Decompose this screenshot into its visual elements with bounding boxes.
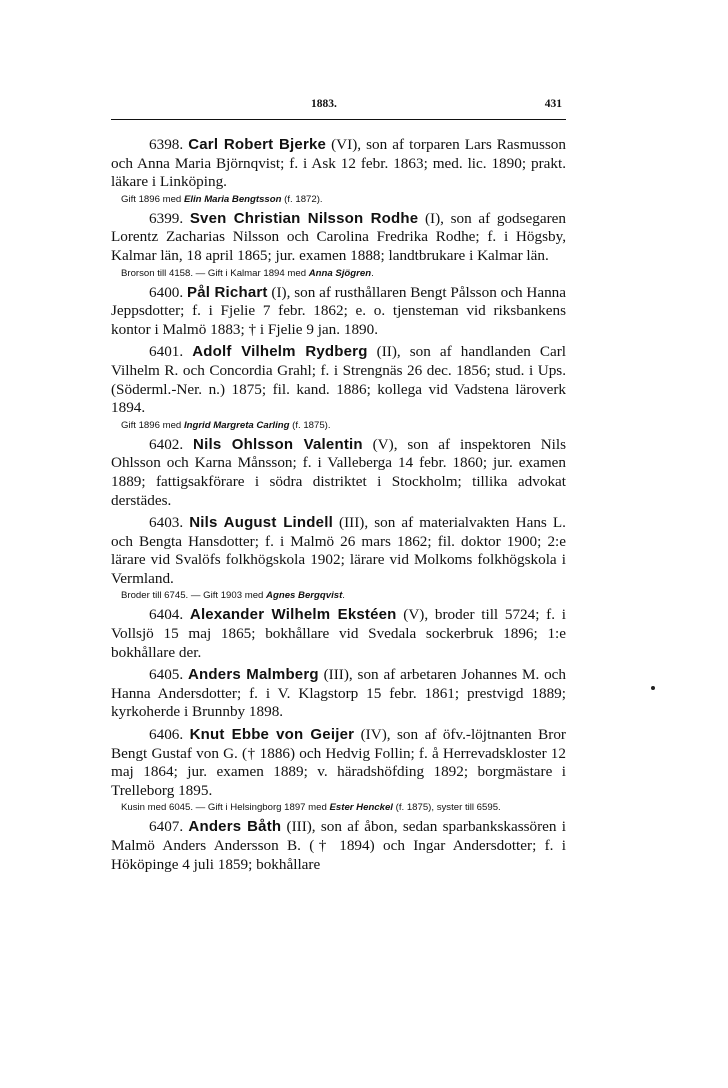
person-name: Sven Christian Nilsson Rodhe: [189, 209, 419, 227]
entry-body: (II), son af handlanden Carl Vilhelm R. och Concordia Grahl; f. i Strengnäs 26 dec. 1856; stud. i Ups. (Söderml.-Ner. n.) 1875; fil. kand. 1886; kollega vid Vadstena läroverk 1894.: [111, 343, 567, 417]
page: [111, 98, 566, 878]
header-year: 1883.: [311, 98, 337, 110]
entry-number: 6406.: [149, 726, 184, 744]
entry: [111, 514, 566, 602]
entry-number: 6404.: [149, 606, 184, 624]
person-name: Adolf Vilhelm Rydberg: [192, 343, 368, 361]
entry-number: 6405.: [149, 666, 184, 684]
entry-text: [111, 136, 566, 192]
entry-text: [111, 726, 566, 800]
person-name: Anders Båth: [188, 818, 282, 836]
note-prefix: Broder till 6745. — Gift 1903 med: [121, 590, 267, 602]
spouse-name: Anna Sjögren: [308, 267, 372, 279]
entry-text: [111, 666, 566, 722]
entry-body: (IV), son af öfv.-löjtnanten Bror Bengt Gustaf von G. († 1886) och Hedvig Follin; f. å Herrevadskloster 12 maj 1864; jur. examen 1889; v. häradshöfding 1892; borgmästare i Trelleborg 1895.: [111, 726, 566, 799]
entry: [111, 343, 566, 431]
entry-body: (VI), son af torparen Lars Rasmusson och Anna Maria Björnqvist; f. i Ask 12 febr. 1863; med. lic. 1890; prakt. läkare i Linköping.: [111, 136, 566, 191]
entry-body: (III), son af åbon, sedan sparbankskassören i Malmö Anders Andersson B. († 1894) och Ingar Andersdotter; f. i Hököpinge 4 juli 1859; bokhållare: [111, 818, 566, 873]
spouse-name: Agnes Bergqvist: [266, 590, 343, 602]
page-header: [111, 98, 566, 110]
header-rule: [111, 119, 566, 120]
person-name: Nils August Lindell: [189, 514, 333, 532]
entry-note: [111, 801, 566, 814]
note-prefix: Brorson till 4158. — Gift i Kalmar 1894 med: [121, 267, 309, 279]
entry-body: (V), broder till 5724; f. i Vollsjö 15 maj 1865; bokhållare vid Svedala sockerbruk 1896; 1:e bokhållare der.: [111, 606, 566, 661]
person-name: Carl Robert Bjerke: [188, 136, 327, 153]
note-suffix: (f. 1875).: [289, 419, 331, 431]
entry: [111, 136, 566, 206]
entry-text: [111, 436, 566, 510]
person-name: Alexander Wilhelm Ekstéen: [189, 606, 397, 624]
entry-note: [111, 267, 566, 280]
entry: [111, 436, 566, 510]
note-suffix: .: [342, 590, 345, 602]
entry-number: 6402.: [149, 435, 184, 453]
spouse-name: Elin Maria Bengtsson: [183, 193, 282, 205]
entry: [111, 818, 566, 874]
entry-note: [111, 193, 566, 206]
note-prefix: Gift 1896 med: [121, 419, 184, 431]
entry-number: 6400.: [149, 283, 184, 301]
margin-mark: [651, 686, 655, 690]
entry-note: [111, 419, 566, 432]
entry: [111, 666, 566, 722]
entry-text: [111, 606, 566, 662]
person-name: Knut Ebbe von Geijer: [189, 726, 355, 744]
person-name: Nils Ohlsson Valentin: [193, 435, 363, 453]
entry-text: [111, 343, 566, 417]
entry: [111, 726, 566, 814]
entry-note: [111, 589, 566, 602]
entry-text: [111, 514, 566, 588]
person-name: Anders Malmberg: [188, 666, 319, 684]
entry-number: 6398.: [149, 136, 184, 153]
entry-body: (III), son af materialvakten Hans L. och Bengta Hansdotter; f. i Malmö 26 mars 1862; fil. doktor 1900; 2:e lärare vid Svalöfs folkhögskola 1902; lärare vid Molkoms folkhögskola i Vermland.: [111, 514, 566, 587]
entry: [111, 284, 566, 340]
entry-body: (III), son af arbetaren Johannes M. och Hanna Andersdotter; f. i V. Klagstorp 15 febr. 1861; prestvigd 1889; kyrkoherde i Brunnby 1898.: [111, 666, 567, 721]
note-prefix: Gift 1896 med: [121, 193, 184, 205]
spouse-name: Ester Henckel: [329, 802, 393, 814]
entry-list: [111, 136, 566, 874]
entry-body: (V), son af inspektoren Nils Ohlsson och Karna Månsson; f. i Valleberga 14 febr. 1860; jur. examen 1889; fattigsakförare i södra distriktet i Stockholm; tillika advokat derstädes.: [111, 435, 567, 509]
entry-text: [111, 284, 566, 340]
entry-number: 6401.: [149, 343, 184, 361]
entry: [111, 606, 566, 662]
entry-number: 6407.: [149, 818, 184, 836]
entry-text: [111, 818, 566, 874]
entry-text: [111, 210, 566, 266]
note-suffix: (f. 1875), syster till 6595.: [392, 802, 501, 814]
note-suffix: .: [371, 267, 374, 279]
entry-number: 6399.: [149, 209, 184, 227]
entry-body: (I), son af rusthållaren Bengt Pålsson och Hanna Jeppsdotter; f. i Fjelie 7 febr. 1862; e. o. tjensteman vid riksbankens kontor i Malmö 1883; † i Fjelie 9 jan. 1890.: [111, 283, 566, 338]
note-suffix: (f. 1872).: [281, 193, 323, 205]
entry-body: (I), son af godsegaren Lorentz Zacharias Nilsson och Carolina Fredrika Rodhe; f. i Högsby, Kalmar län, 18 april 1865; jur. examen 1888; landtbrukare i Kalmar län.: [111, 209, 566, 264]
page-number: 431: [544, 98, 562, 110]
person-name: Pål Richart: [187, 283, 268, 301]
entry: [111, 210, 566, 280]
spouse-name: Ingrid Margreta Carling: [183, 419, 290, 431]
entry-number: 6403.: [149, 514, 184, 532]
note-prefix: Kusin med 6045. — Gift i Helsingborg 1897 med: [121, 802, 330, 814]
